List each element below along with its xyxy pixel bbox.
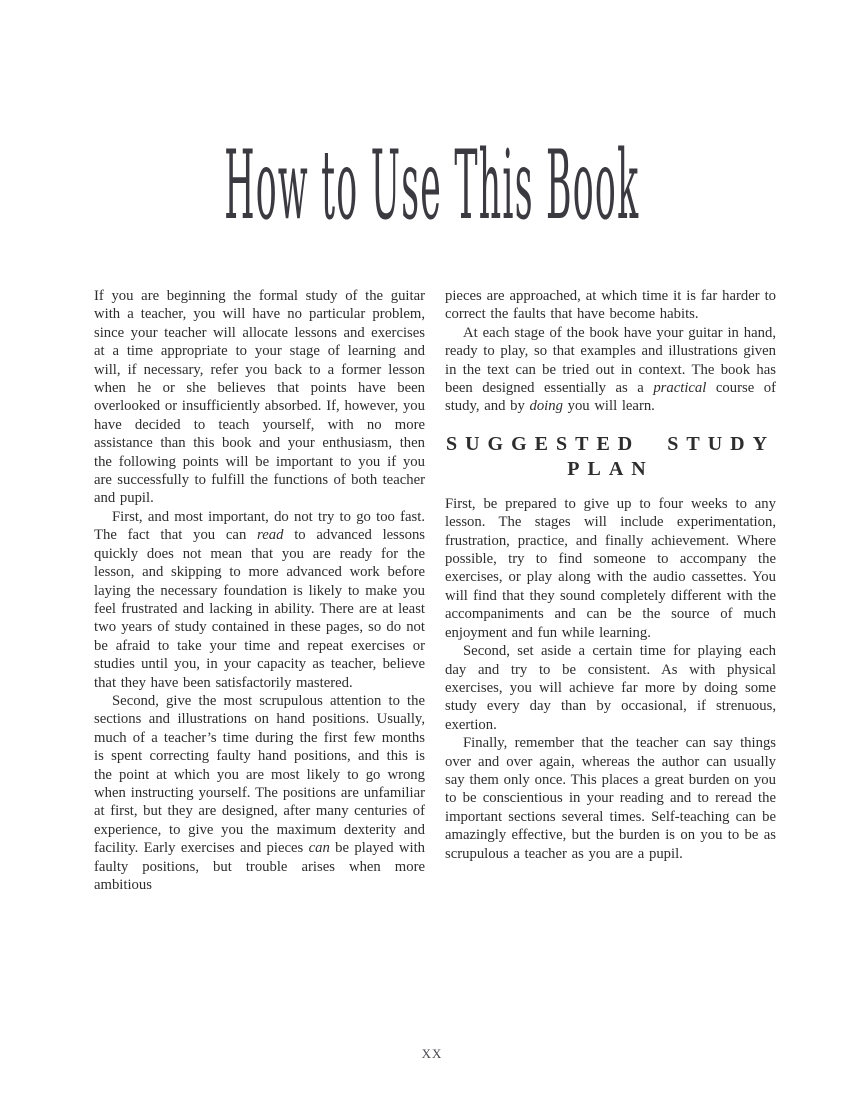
right-column-bottom — [445, 495, 776, 863]
paragraph: First, and most important, do not try to go too fast. The fact that you can read to advanced lessons quickly does not mean that you are ready for the lesson, and skipping to more advanced work before laying the necessary foundation is likely to make you feel frustrated and lacking in ability. There are at least two years of study contained in these pages, so do not be afraid to take your time and repeat exercises or studies until you, in your capacity as teacher, believe that they have been satisfactorily mastered. — [94, 508, 425, 691]
paragraph: Second, set aside a certain time for playing each day and try to be consistent. As with physical exercises, you will achieve far more by doing some study every day than by occasional, if strenuous, exertion. — [445, 643, 776, 733]
paragraph: First, be prepared to give up to four weeks to any lesson. The stages will include experimentation, frustration, practice, and finally achievement. Where possible, try to find someone to accompany the exercises, or play along with the audio cassettes. You will find that they sound completely different with the accompaniments and can be the source of much enjoyment and fun while learning. — [445, 495, 776, 641]
section-heading — [445, 432, 776, 482]
left-column — [94, 287, 425, 894]
text-columns — [94, 287, 776, 894]
page-number: XX — [421, 1046, 443, 1061]
paragraph: Second, give the most scrupulous attention to the sections and illustrations on hand positions. Usually, much of a teacher’s time during the first few months is spent correcting faulty hand positions, and this is the point at which you are most likely to go wrong when instructing yourself. The positions are unfamiliar at first, but they are designed, after many centuries of experience, to give you the maximum dexterity and facility. Early exercises and pieces can be played with faulty positions, but trouble arises when more ambitious — [94, 692, 426, 893]
paragraph: pieces are approached, at which time it is far harder to correct the faults that have become habits. — [445, 288, 776, 323]
paragraph: If you are beginning the formal study of the guitar with a teacher, you will have no particular problem, since your teacher will allocate lessons and exercises at a time appropriate to your stage of learning and will, if necessary, refer you back to a former lesson when he or she believes that points have been overlooked or insufficiently absorbed. If, however, you have decided to teach yourself, with no more assistance than this book and your enthusiasm, then the following points will be important to you if you are successfully to fulfill the functions of both teacher and pupil. — [94, 288, 425, 507]
paragraph: At each stage of the book have your guitar in hand, ready to play, so that examples and illustrations given in the text can be tried out in context. The book has been designed essentially as a practical course of study, and by doing you will learn. — [445, 324, 776, 415]
page-title — [0, 131, 864, 242]
section-heading-line2: PLAN — [567, 457, 654, 480]
section-heading-line1: SUGGESTED STUDY — [445, 432, 776, 455]
right-column-top — [445, 287, 776, 416]
paragraph: Finally, remember that the teacher can say things over and over again, whereas the author can usually say them only once. This places a great burden on you to be conscientious in your reading and to reread the important sections several times. Self-teaching can be amazingly effective, but the burden is on you to be as scrupulous a teacher as you are a pupil. — [445, 735, 776, 862]
page-title-text: How to Use This Book — [224, 131, 640, 242]
right-column — [445, 287, 776, 894]
